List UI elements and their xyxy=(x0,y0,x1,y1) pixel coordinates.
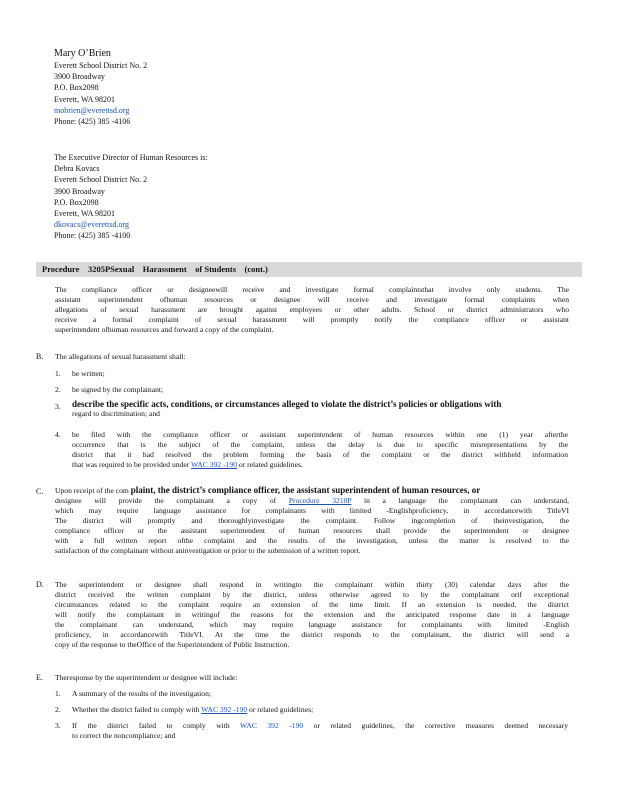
paragraph-line: satisfaction of the complainant without aninvestigation or prior to the submission of a written report. xyxy=(55,546,361,555)
item-text: or related guidelines; xyxy=(249,705,314,714)
list-number: 1. xyxy=(55,689,61,698)
contact-city: Everett, WA 98201 xyxy=(54,94,115,104)
paragraph-line: circumstances related to the complaint require an extension of the time limit. If an extension is needed, the district xyxy=(55,600,569,609)
item-line xyxy=(72,721,568,731)
section-e-item-3 xyxy=(72,721,568,741)
item-bold-line: describe the specific acts, conditions, or circumstances alleged to violate the district’s policies or obligations with xyxy=(72,399,502,409)
item-line: to correct the noncompliance; and xyxy=(72,731,176,740)
section-e-lead: Theresponse by the superintendent or designee will include: xyxy=(55,673,238,682)
paragraph-text: Upon receipt of the com xyxy=(55,486,129,495)
section-b-letter: B. xyxy=(36,352,44,361)
procedure-title: Procedure 3205PSexual Harassment of Students (cont.) xyxy=(42,264,268,274)
paragraph-line: copy of the response to theOffice of the Superintendent of Public Instruction. xyxy=(55,640,290,649)
item-line: occurrence that is the subject of the complaint, unless the delay is due to specific misrepresentations by the xyxy=(72,440,568,449)
contact-email-link[interactable]: dkovacs@everettsd.org xyxy=(54,220,129,230)
paragraph-line: The superintendent or designee shall respond in writingto the complainant within thirty (30) calendar days after the xyxy=(55,580,569,589)
paragraph-line: allegations of sexual harassment are brought against employees or other adults. School or district administrators who xyxy=(55,305,569,314)
contact-block-hr-director xyxy=(54,152,208,242)
contact-phone: Phone: (425) 385 -4106 xyxy=(54,117,131,127)
list-number: 3. xyxy=(55,402,61,411)
paragraph-line: the complainant can understand, which may require language assistance for complainants with limited -English xyxy=(55,620,569,629)
section-b-item-2: be signed by the complainant; xyxy=(72,385,164,394)
paragraph-bold-text: plaint, the district’s compliance officer, the assistant superintendent of human resources, or xyxy=(130,485,481,495)
contact-city: Everett, WA 98201 xyxy=(54,209,115,219)
paragraph-line: superintendent ofhuman resources and forward a copy of the complaint. xyxy=(55,325,274,334)
contact-street: 3900 Broadway xyxy=(54,72,105,82)
section-e-letter: E. xyxy=(36,673,43,682)
section-b-lead: The allegations of sexual harassment shall: xyxy=(55,352,186,361)
section-c-paragraph xyxy=(55,485,569,556)
item-text: or related guidelines. xyxy=(238,460,303,469)
list-number: 1. xyxy=(55,369,61,378)
paragraph-line xyxy=(55,485,569,496)
paragraph-line: receive a formal complaint of sexual harassment will promptly notify the compliance officer or assistant xyxy=(55,315,569,324)
section-b-item-4 xyxy=(72,430,568,470)
list-number: 2. xyxy=(55,705,61,714)
contact-street: 3900 Broadway xyxy=(54,186,105,196)
contact-phone: Phone: (425) 385 -4100 xyxy=(54,231,131,241)
section-b-item-1: be written; xyxy=(72,369,105,378)
section-e-item-2 xyxy=(72,705,568,715)
paragraph-line: district received the written complaint by the district, unless otherwise agreed to by the complainant orif exceptional xyxy=(55,590,569,599)
paragraph-line: compliance officer or the assistant superintendent of human resources shall provide the superintendent or designee xyxy=(55,526,569,535)
paragraph-line: proficiency, in accordancewith TitleVI. At the time the district responds to the complainant, the district will send a xyxy=(55,630,569,639)
contact-po-box: P.O. Box2098 xyxy=(54,83,99,93)
wac-link[interactable]: WAC 392 -190 xyxy=(191,460,237,469)
paragraph-line: which may require language assistance for complainants with limited -Englishproficiency, in accordancewith TitleVI xyxy=(55,506,569,515)
paragraph-line: The compliance officer or designeewill receive and investigate formal complaintsthat involve only students. The xyxy=(55,285,569,294)
paragraph-line: The district will promptly and thoroughlyinvestigate the complaint. Follow ingcompletion of theinvestigation, the xyxy=(55,516,569,525)
section-d-paragraph xyxy=(55,580,569,650)
contact-name: Mary O’Brien xyxy=(54,48,111,59)
contact-name: Debra Kovacs xyxy=(54,164,100,174)
section-d-letter: D. xyxy=(36,580,44,589)
section-c-letter: C. xyxy=(36,487,44,496)
list-number: 4. xyxy=(55,430,61,439)
item-line: regard to discrimination; and xyxy=(72,409,160,418)
intro-paragraph xyxy=(55,285,569,335)
paragraph-text: in a language the complainant can understand, xyxy=(364,496,569,505)
paragraph-line: assistant superintendent ofhuman resources or designee will receive and investigate formal complaints when xyxy=(55,295,569,304)
contact-org: Everett School District No. 2 xyxy=(54,175,148,185)
paragraph-text: designee will provide the complainant a copy of xyxy=(55,496,277,505)
list-number: 3. xyxy=(55,721,61,730)
item-line: district that it had resolved the problem forming the basis of the complaint or the district withheld information xyxy=(72,450,568,459)
contact-block-compliance-officer xyxy=(54,47,147,127)
contact-org: Everett School District No. 2 xyxy=(54,61,148,70)
contact-email-link[interactable]: mobrien@everettsd.org xyxy=(54,105,130,115)
procedure-3210p-link[interactable]: Procedure 3210P xyxy=(288,496,352,505)
contact-po-box: P.O. Box2098 xyxy=(54,197,99,207)
section-e-item-1: A summary of the results of the investigation; xyxy=(72,689,211,698)
wac-link[interactable]: WAC 392 -190 xyxy=(240,721,304,730)
paragraph-line xyxy=(55,496,569,506)
section-b-item-3 xyxy=(72,399,568,419)
item-line xyxy=(72,460,568,470)
item-text: Whether the district failed to comply with xyxy=(72,705,200,714)
wac-link[interactable]: WAC 392 -190 xyxy=(201,705,248,714)
paragraph-line: with a full written report ofthe complaint and the results of the investigation, unless the matter is resolved to the xyxy=(55,536,569,545)
paragraph-line: will notify the complainant in writingof the reasons for the extension and the anticipated response date in a language xyxy=(55,610,569,619)
item-text: If the district failed to comply with xyxy=(72,721,230,730)
item-text: that was required to be provided under xyxy=(72,460,190,469)
contact-intro: The Executive Director of Human Resources is: xyxy=(54,153,208,162)
list-number: 2. xyxy=(55,385,61,394)
procedure-banner xyxy=(36,262,582,277)
item-line: be filed with the compliance officer or assistant superintendent of human resources within one (1) year afterthe xyxy=(72,430,568,439)
item-text: or related guidelines, the corrective measures deemed necessary xyxy=(313,721,569,730)
